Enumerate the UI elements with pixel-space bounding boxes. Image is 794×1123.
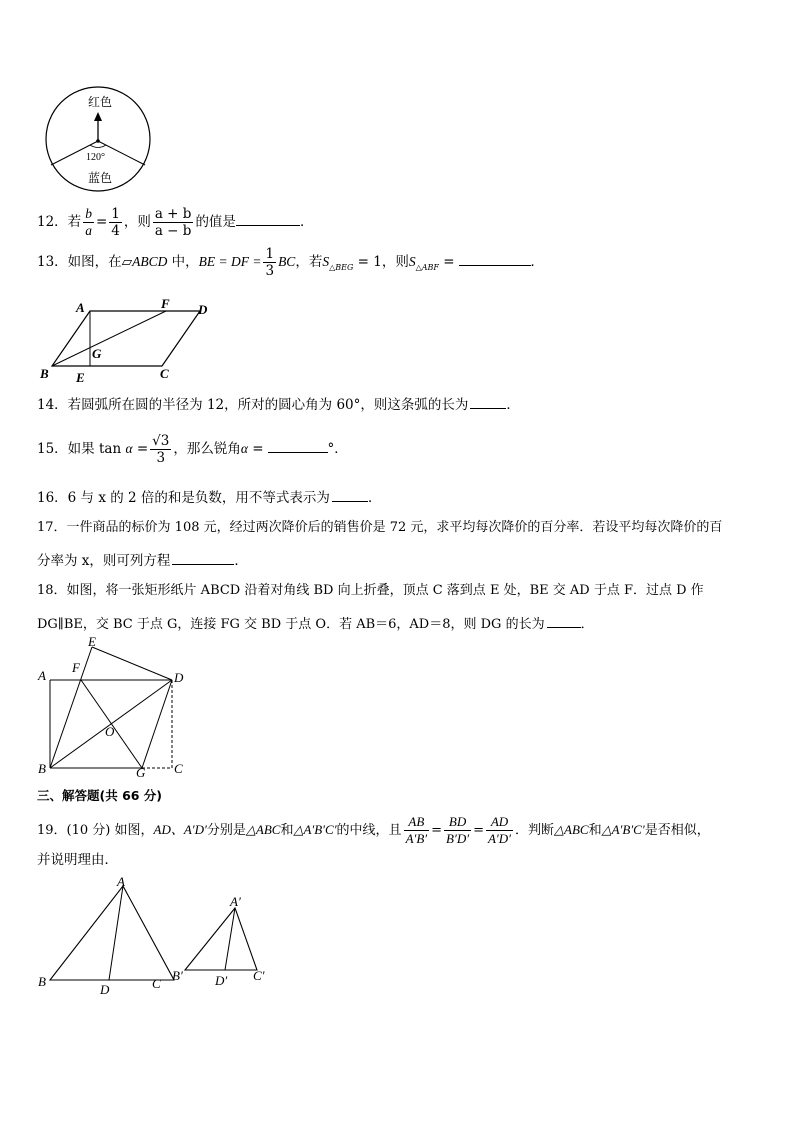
fraction-one-quarter: $\frac{1}{4}$ [111,206,120,239]
question-12: 12．若 $\frac{b}{a}$ = $\frac{1}{4}$ ，则 $\frac{a + b}{a - b}$ 的值是 ． [37,206,314,239]
parallelogram-figure [36,296,226,386]
label-G: G [92,346,102,361]
label-B: B [40,366,49,381]
label-D: D [174,670,184,685]
fraction-a-plus-b: $\frac{a + b}{a - b}$ [154,206,192,239]
answer-blank[interactable] [236,211,300,226]
label-F: F [72,660,80,675]
arrow-head-icon [94,112,102,121]
label-E: E [76,370,85,385]
label-C-prime: C′ [253,968,265,983]
answer-blank[interactable] [172,550,234,565]
label-A: A [38,668,46,683]
question-19-line2: 并说明理由． [37,852,118,868]
fraction-b-over-a: $\frac{b}{a}$ [85,206,92,238]
label-C: C [160,366,169,381]
label-F: F [161,296,170,311]
label-A-prime: A′ [230,894,241,909]
label-B-prime: B′ [172,968,183,983]
question-13: 13．如图，在▱ABCD 中，BE = DF = $\frac{1}{3}$ BC，若$S_{\triangle BEG} = 1$，则$S_{\triangle ABF}$ = ． [37,246,545,279]
folded-rectangle-figure [34,634,204,784]
section-heading: 三、解答题(共 66 分) [37,788,163,803]
answer-blank[interactable] [547,613,581,628]
fraction-root3-over-3: $\frac{√3}{3}$ [152,433,170,466]
fraction-BD: $\frac{BD}{B'D'}$ [446,814,470,846]
label-E: E [88,634,96,649]
label-O: O [105,724,115,739]
question-18-line2: DG∥BE，交 BC 于点 G，连接 FG 交 BD 于点 O．若 AB＝6，AD＝8，则 DG 的长为 ． [37,613,594,635]
triangle-figures [34,876,284,1000]
question-15: 15．如果 tan α = $\frac{√3}{3}$ ，那么锐角α = °． [37,433,348,466]
label-C: C [174,761,183,776]
answer-blank[interactable] [268,438,328,453]
fraction-one-third: $\frac{1}{3}$ [265,246,275,279]
fraction-AB: $\frac{AB}{A'B'}$ [405,814,428,846]
question-18-line1: 18．如图，将一张矩形纸片 ABCD 沿着对角线 BD 向上折叠，顶点 C 落到点 E 处，BE 交 AD 于点 F．过点 D 作 [37,583,704,598]
label-C: C [152,976,161,991]
spinner-bottom-label: 蓝色 [88,171,113,185]
label-G: G [136,765,146,780]
label-D: D [198,302,208,317]
answer-blank[interactable] [332,487,368,502]
question-17-line2: 分率为 x，则可列方程 ． [37,550,248,571]
label-B: B [38,974,46,989]
answer-blank[interactable] [470,394,506,409]
question-19: 19．(10 分) 如图，AD、A′D′分别是△ABC和△A′B′C′的中线，且 $\frac{AB}{A'B'}$ = $\frac{BD}{B'D'}$ = $\frac{AD}{A'D'}$ ．判断△ABC和△A′B′C′是否相似， [37,814,710,846]
label-D-prime: D′ [215,973,228,988]
question-17-line1: 17．一件商品的标价为 108 元，经过两次降价后的销售价是 72 元，求平均每次降价的百分率．若设平均每次降价的百 [37,520,723,535]
spinner-figure [40,84,160,194]
fraction-AD: $\frac{AD}{A'D'}$ [487,814,512,846]
spinner-top-label: 红色 [88,95,113,109]
label-A: A [117,876,125,889]
label-B: B [38,761,46,776]
question-14: 14．若圆弧所在圆的半径为 12，所对的圆心角为 60°，则这条弧的长为 ． [37,394,520,415]
parallelogram-symbol: ▱ [121,254,133,270]
spinner-angle-label: 120° [86,152,105,163]
spinner-divider-right [98,141,145,165]
answer-blank[interactable] [459,251,531,266]
label-D: D [100,982,110,997]
label-A: A [76,300,85,315]
question-16: 16．6 与 x 的 2 倍的和是负数，用不等式表示为 ． [37,487,381,508]
